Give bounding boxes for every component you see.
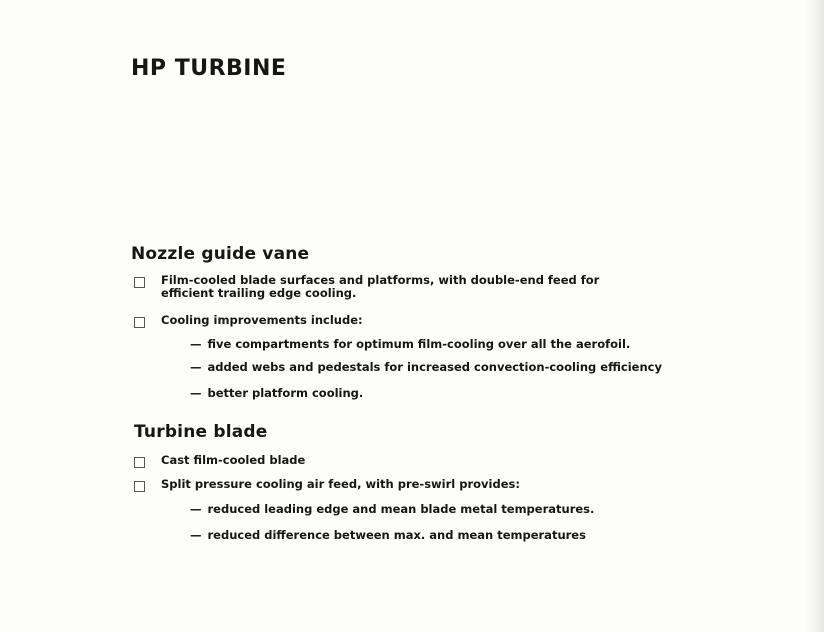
dash: — (190, 502, 202, 516)
sub-list-item-text: reduced difference between max. and mean temperatures (207, 528, 586, 542)
section-heading-nozzle-guide-vane: Nozzle guide vane (131, 244, 310, 264)
list-item (134, 314, 674, 328)
sub-list-item (190, 338, 630, 351)
section-heading-turbine-blade: Turbine blade (134, 422, 268, 442)
list-item-text: Cast film-cooled blade (161, 453, 306, 467)
sub-list-item-text: better platform cooling. (207, 386, 364, 400)
sub-list-item (190, 503, 594, 516)
sub-list-item-text: reduced leading edge and mean blade metal temperatures. (207, 502, 595, 516)
list-item (134, 274, 674, 300)
dash: — (190, 528, 202, 542)
sub-list-item-text: added webs and pedestals for increased convection-cooling efficiency (207, 360, 662, 374)
list-item-text: Film-cooled blade surfaces and platforms, with double-end feed for efficient trailing edge cooling. (161, 273, 600, 300)
checkbox-icon (134, 277, 145, 288)
checkbox-icon (134, 317, 145, 328)
checkbox-icon (134, 481, 145, 492)
list-item-text: Split pressure cooling air feed, with pre-swirl provides: (161, 477, 520, 491)
sub-list-item-text: five compartments for optimum film-cooling over all the aerofoil. (207, 337, 631, 351)
checkbox-icon (134, 457, 145, 468)
page-title: HP TURBINE (131, 56, 287, 81)
dash: — (190, 386, 202, 400)
page-edge (806, 0, 824, 632)
dash: — (190, 360, 202, 374)
list-item (134, 478, 674, 492)
list-item-text: Cooling improvements include: (161, 313, 363, 327)
sub-list-item (190, 387, 363, 400)
dash: — (190, 337, 202, 351)
sub-list-item (190, 529, 586, 542)
list-item (134, 454, 674, 468)
sub-list-item (190, 361, 662, 374)
